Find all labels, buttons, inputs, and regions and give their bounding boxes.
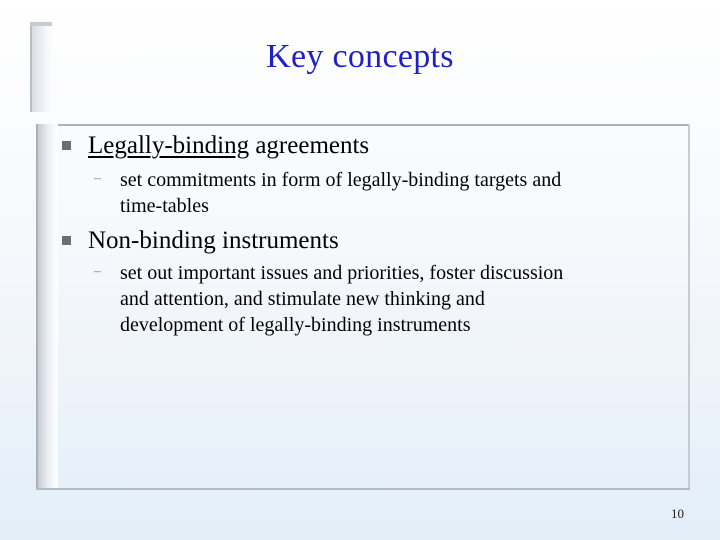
dash-icon: – — [94, 171, 101, 186]
sub-item-commitments — [120, 167, 561, 219]
square-bullet-icon — [62, 141, 71, 150]
bullet-label-underlined: Legally-binding — [88, 132, 250, 159]
bullet-item-non-binding: Non-binding instruments — [88, 227, 339, 254]
sub-item-line: and attention, and stimulate new thinking and — [120, 288, 485, 310]
page-number: 10 — [671, 506, 684, 521]
body-frame-left-bar — [36, 124, 58, 490]
dash-icon: – — [94, 264, 101, 279]
sub-item-line: set commitments in form of legally-binding targets and — [120, 169, 562, 191]
title-frame-top-decoration — [30, 22, 52, 26]
sub-item-line: development of legally-binding instruments — [120, 314, 471, 336]
body-frame-top-line — [36, 124, 690, 126]
sub-item-line: time-tables — [120, 195, 209, 217]
bullet-label-rest: agreements — [249, 132, 370, 159]
square-bullet-icon — [62, 236, 71, 245]
body-frame-bottom-line — [36, 488, 690, 490]
bullet-item-legally-binding — [88, 131, 369, 161]
slide-title: Key concepts — [266, 38, 454, 75]
body-frame-right-line — [688, 124, 690, 490]
sub-item-line: set out important issues and priorities, foster discussion — [120, 262, 564, 284]
sub-item-issues — [120, 260, 563, 338]
